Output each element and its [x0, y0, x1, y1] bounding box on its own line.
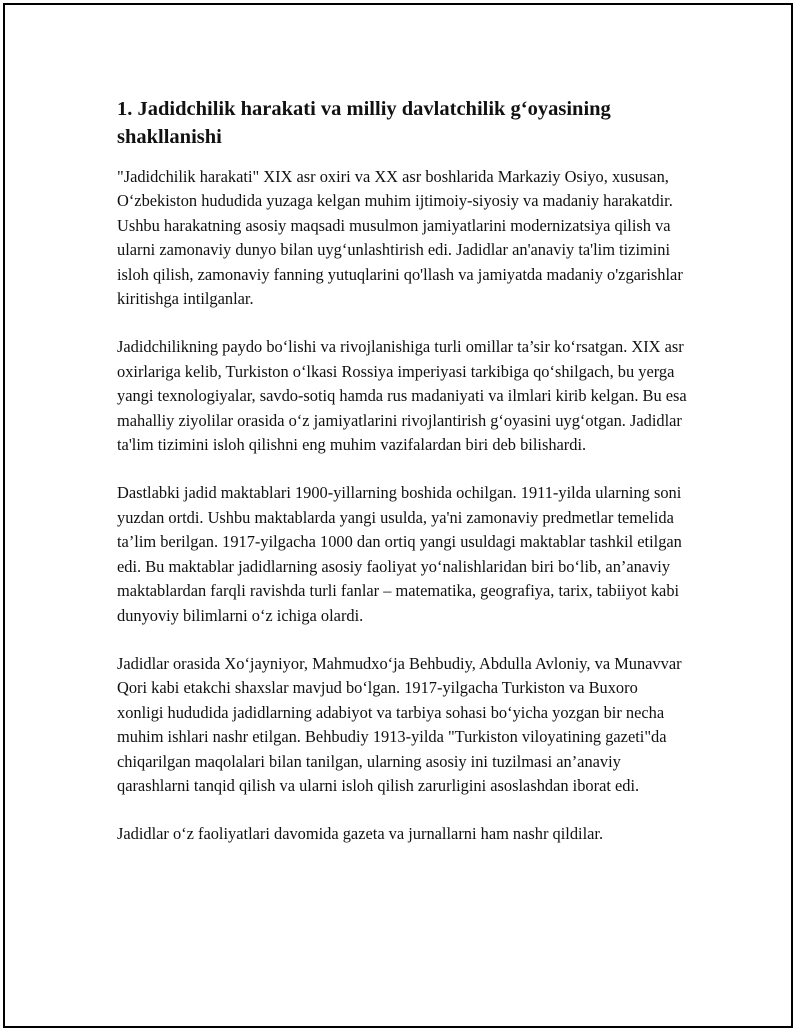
- paragraph-4: Jadidlar orasida Xo‘jayniyor, Mahmudxo‘ja Behbudiy, Abdulla Avloniy, va Munavvar Qori kabi etakchi shaxslar mavjud bo‘lgan. 1917-yilgacha Turkiston va Buxoro xonligi hududida jadidlarning adabiyot va tarbiya sohasi bo‘yicha yozgan bir necha muhim ishlari nashr etilgan. Behbudiy 1913-yilda "Turkiston viloyatining gazeti"da chiqarilgan maqolalari bilan tanilgan, ularning asosiy ini tuzilmasi an’anaviy qarashlarni tanqid qilish va ularni isloh qilish zarurligini asoslashdan iborat edi.: [117, 653, 682, 795]
- paragraph-3: Dastlabki jadid maktablari 1900-yillarning boshida ochilgan. 1911-yilda ularning soni yuzdan ortdi. Ushbu maktablarda yangi usulda, ya'ni zamonaviy predmetlar temelida ta’lim berilgan. 1917-yilgacha 1000 dan ortiq yangi usuldagi maktablar tashkil etilgan edi. Bu maktablar jadidlarning asosiy faoliyat yo‘nalishlaridan biri bo‘lib, an’anaviy maktablardan farqli ravishda turli fanlar – matematika, geografiya, tarix, tabiiyot kabi dunyoviy bilimlarni o‘z ichiga olardi.: [117, 483, 682, 625]
- paragraph-5: Jadidlar o‘z faoliyatlari davomida gazeta va jurnallarni ham nashr qildilar.: [117, 824, 604, 844]
- section-title: 1. Jadidchilik harakati va milliy davlatchilik g‘oyasining shakllanishi: [117, 98, 611, 148]
- paragraph-2: Jadidchilikning paydo bo‘lishi va rivojlanishiga turli omillar ta’sir ko‘rsatgan. XIX asr oxirlariga kelib, Turkiston o‘lkasi Rossiya imperiyasi tarkibiga qo‘shilgach, bu yerga yangi texnologiyalar, savdo-sotiq hamda rus madaniyati va ilmlari kirib kelgan. Bu esa mahalliy ziyolilar orasida o‘z jamiyatlarini rivojlantirish g‘oyasini uyg‘otgan. Jadidlar ta'lim tizimini isloh qilishni eng muhim vazifalardan biri deb bilishardi.: [117, 337, 687, 455]
- paragraph-1: "Jadidchilik harakati" XIX asr oxiri va XX asr boshlarida Markaziy Osiyo, xususan, O‘zbekiston hududida yuzaga kelgan muhim ijtimoiy-siyosiy va madaniy harakatdir. Ushbu harakatning asosiy maqsadi musulmon jamiyatlarini modernizatsiya qilish va ularni zamonaviy dunyo bilan uyg‘unlashtirish edi. Jadidlar an'anaviy ta'lim tizimini isloh qilish, zamonaviy fanning yutuqlarini qo'llash va jamiyatda madaniy o'zgarishlar kiritishga intilganlar.: [117, 167, 683, 309]
- document-body: [117, 95, 687, 871]
